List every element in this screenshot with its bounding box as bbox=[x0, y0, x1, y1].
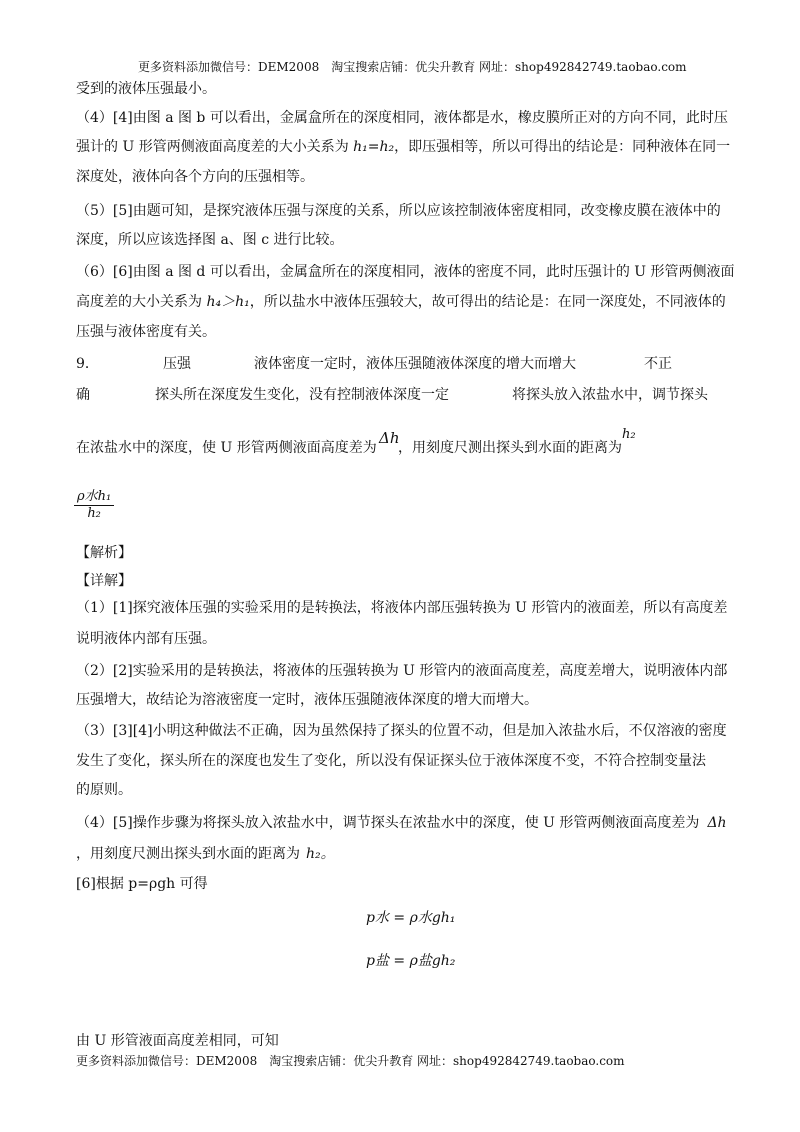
paragraph-line: 由 U 形管液面高度差相同，可知 bbox=[76, 1033, 279, 1049]
paragraph-line: 受到的液体压强最小。 bbox=[76, 81, 216, 97]
answer-blank-5: 将探头放入浓盐水中，调节探头 bbox=[512, 387, 708, 403]
text-span: （4）[5]操作步骤为将探头放入浓盐水中，调节探头在浓盐水中的深度，使 U 形管两侧液面高度差为 bbox=[76, 815, 700, 831]
answer-blank-3: 不正 bbox=[644, 356, 672, 372]
answer-blank-2: 液体密度一定时，液体压强随液体深度的增大而增大 bbox=[254, 356, 576, 372]
paragraph-line: 压强与液体密度有关。 bbox=[76, 324, 216, 340]
page-header: 更多资料添加微信号：DEM2008 淘宝搜索店铺：优尖升教育 网址：shop492842749.taobao.com bbox=[138, 60, 687, 74]
paragraph-line: 深度，所以应该选择图 a、图 c 进行比较。 bbox=[76, 232, 344, 248]
answer-blank-5-cont2: ，用刻度尺测出探头到水面的距离为 bbox=[398, 440, 622, 456]
fraction-numerator: ρ水h₁ bbox=[74, 489, 114, 506]
paragraph-line: [6]根据 p=ρgh 可得 bbox=[76, 876, 208, 892]
paragraph-line: （3）[3][4]小明这种做法不正确，因为虽然保持了探头的位置不动，但是加入浓盐水后，不仅溶液的密度 bbox=[76, 723, 727, 739]
paragraph-line: （1）[1]探究液体压强的实验采用的是转换法，将液体内部压强转换为 U 形管内的液面差，所以有高度差 bbox=[76, 600, 728, 616]
paragraph-line bbox=[76, 137, 730, 157]
section-heading-detail: 【详解】 bbox=[76, 573, 132, 589]
section-heading-analysis: 【解析】 bbox=[76, 545, 132, 561]
text-span: 强计的 U 形管两侧液面高度差的大小关系为 bbox=[76, 139, 354, 155]
paragraph-line: （6）[6]由图 a 图 d 可以看出，金属盒所在的深度相同，液体的密度不同，此时压强计的 U 形管两侧液面 bbox=[76, 264, 735, 280]
paragraph-line bbox=[76, 844, 335, 864]
math-delta-h: Δh bbox=[707, 815, 727, 831]
paragraph-line bbox=[76, 292, 726, 312]
math-h2: h₂。 bbox=[306, 846, 335, 862]
answer-blank-4: 探头所在深度发生变化，没有控制液体深度一定 bbox=[155, 387, 449, 403]
paragraph-line: （4）[4]由图 a 图 b 可以看出，金属盒所在的深度相同，液体都是水，橡皮膜所正对的方向不同，此时压 bbox=[76, 110, 728, 126]
question-number: 9． bbox=[76, 356, 99, 372]
equation-salt-pressure: p盐 = ρ盐gh₂ bbox=[366, 953, 456, 969]
answer-blank-6-fraction bbox=[74, 489, 114, 522]
paragraph-line: 发生了变化，探头所在的深度也发生了变化，所以没有保证探头位于液体深度不变，不符合控制变量法 bbox=[76, 753, 706, 769]
paragraph-line: 压强增大，故结论为溶液密度一定时，液体压强随液体深度的增大而增大。 bbox=[76, 692, 538, 708]
answer-blank-1: 压强 bbox=[163, 356, 191, 372]
page-footer: 更多资料添加微信号：DEM2008 淘宝搜索店铺：优尖升教育 网址：shop492842749.taobao.com bbox=[76, 1054, 625, 1068]
equation-water-pressure: p水 = ρ水gh₁ bbox=[366, 910, 456, 926]
paragraph-line bbox=[76, 813, 727, 833]
math-delta-h: Δh bbox=[379, 429, 400, 447]
text-span: ，即压强相等，所以可得出的结论是：同种液体在同一 bbox=[394, 139, 731, 155]
paragraph-line: 的原则。 bbox=[76, 782, 132, 798]
text-span: ，所以盐水中液体压强较大，故可得出的结论是：在同一深度处，不同液体的 bbox=[249, 294, 726, 310]
fraction-denominator: h₂ bbox=[87, 506, 101, 521]
math-h4-gt-h1: h₄＞h₁ bbox=[206, 294, 250, 310]
answer-blank-3-cont: 确 bbox=[76, 387, 90, 403]
paragraph-line: 深度处，液体向各个方向的压强相等。 bbox=[76, 169, 314, 185]
paragraph-line: （2）[2]实验采用的是转换法，将液体的压强转换为 U 形管内的液面高度差，高度差增大，说明液体内部 bbox=[76, 663, 728, 679]
math-h1-eq-h2: h₁=h₂ bbox=[353, 139, 395, 155]
paragraph-line: （5）[5]由题可知，是探究液体压强与深度的关系，所以应该控制液体密度相同，改变橡皮膜在液体中的 bbox=[76, 203, 721, 219]
math-h2: h₂ bbox=[622, 427, 636, 442]
answer-blank-5-cont: 在浓盐水中的深度，使 U 形管两侧液面高度差为 bbox=[76, 440, 377, 456]
paragraph-line: 说明液体内部有压强。 bbox=[76, 631, 216, 647]
text-span: 高度差的大小关系为 bbox=[76, 294, 207, 310]
text-span: ，用刻度尺测出探头到水面的距离为 bbox=[76, 846, 300, 862]
